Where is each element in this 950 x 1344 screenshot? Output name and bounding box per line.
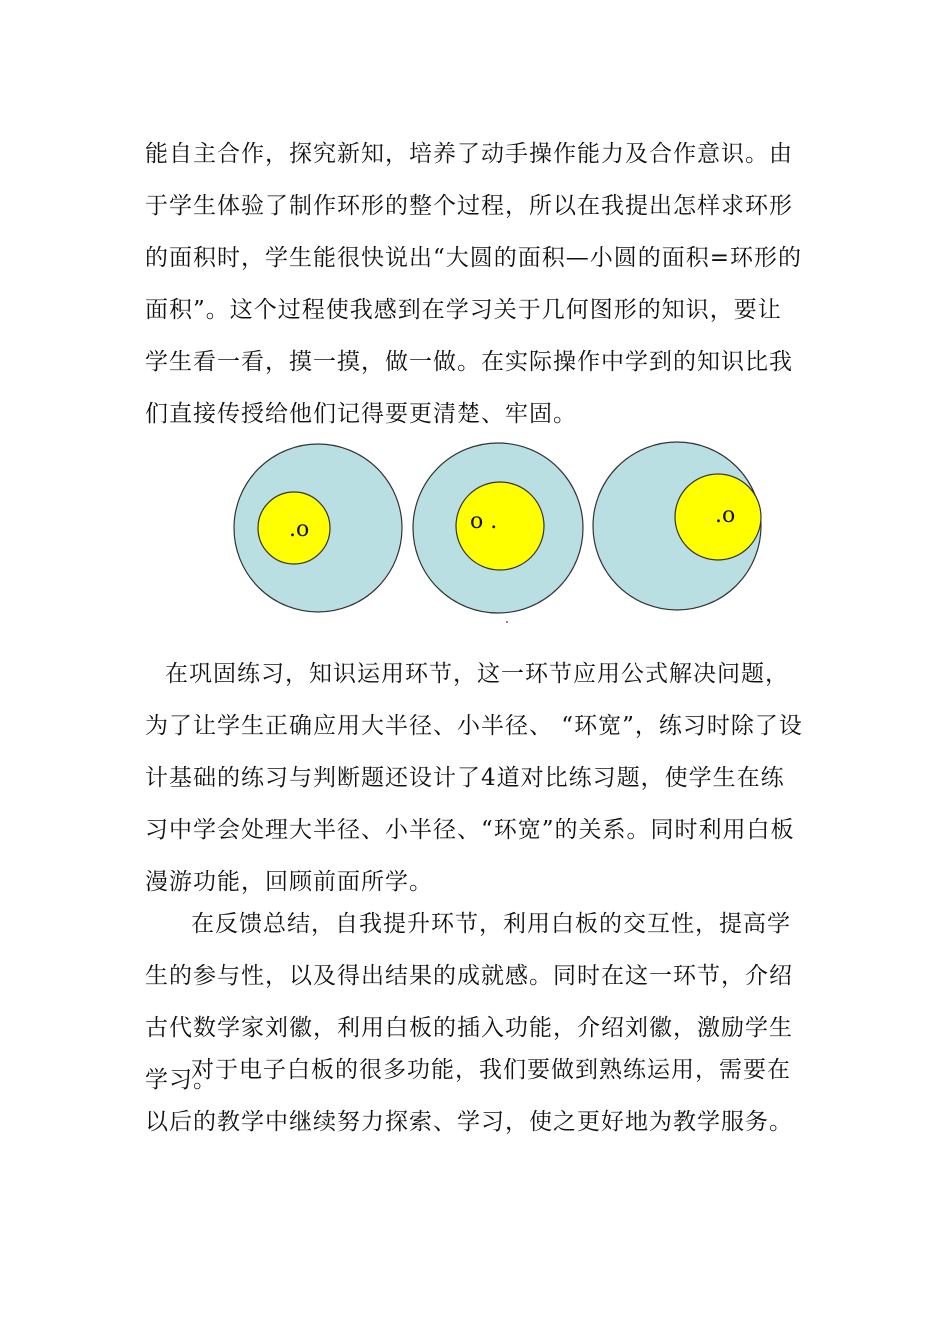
- paragraph-2: 在巩固练习，知识运用环节，这一环节应用公式解决问题，为了让学生正确应用大半径、小半径、 “环宽”，练习时除了设计基础的练习与判断题还设计了4道对比练习题，使学生在练习中学会处理大半径、小半径、“环宽”的关系。同时利用白板漫游功能，回顾前面所学。: [145, 661, 803, 895]
- paragraph-3: 在反馈总结，自我提升环节，利用白板的交互性，提高学生的参与性，以及得出结果的成就感。同时在这一环节，介绍古代数学家刘徽，利用白板的插入功能，介绍刘徽，激励学生学习。: [145, 911, 793, 1093]
- center-label-1: .o: [289, 517, 310, 542]
- ring-diagram-svg: [232, 440, 772, 630]
- center-label-3: .o: [715, 503, 736, 528]
- red-dot-mark: [506, 621, 508, 623]
- paragraph-4: 对于电子白板的很多功能，我们要做到熟练运用，需要在以后的教学中继续努力探索、学习，使之更好地为教学服务。: [145, 1057, 793, 1135]
- center-label-2: o .: [470, 509, 498, 534]
- ring-diagram-figure: [232, 440, 772, 630]
- paragraph-1: 能自主合作，探究新知，培养了动手操作能力及合作意识。由于学生体验了制作环形的整个过程，所以在我提出怎样求环形的面积时，学生能很快说出“大圆的面积—小圆的面积=环形的面积”。这个过程使我感到在学习关于几何图形的知识，要让学生看一看，摸一摸，做一做。在实际操作中学到的知识比我们直接传授给他们记得要更清楚、牢固。: [145, 141, 803, 427]
